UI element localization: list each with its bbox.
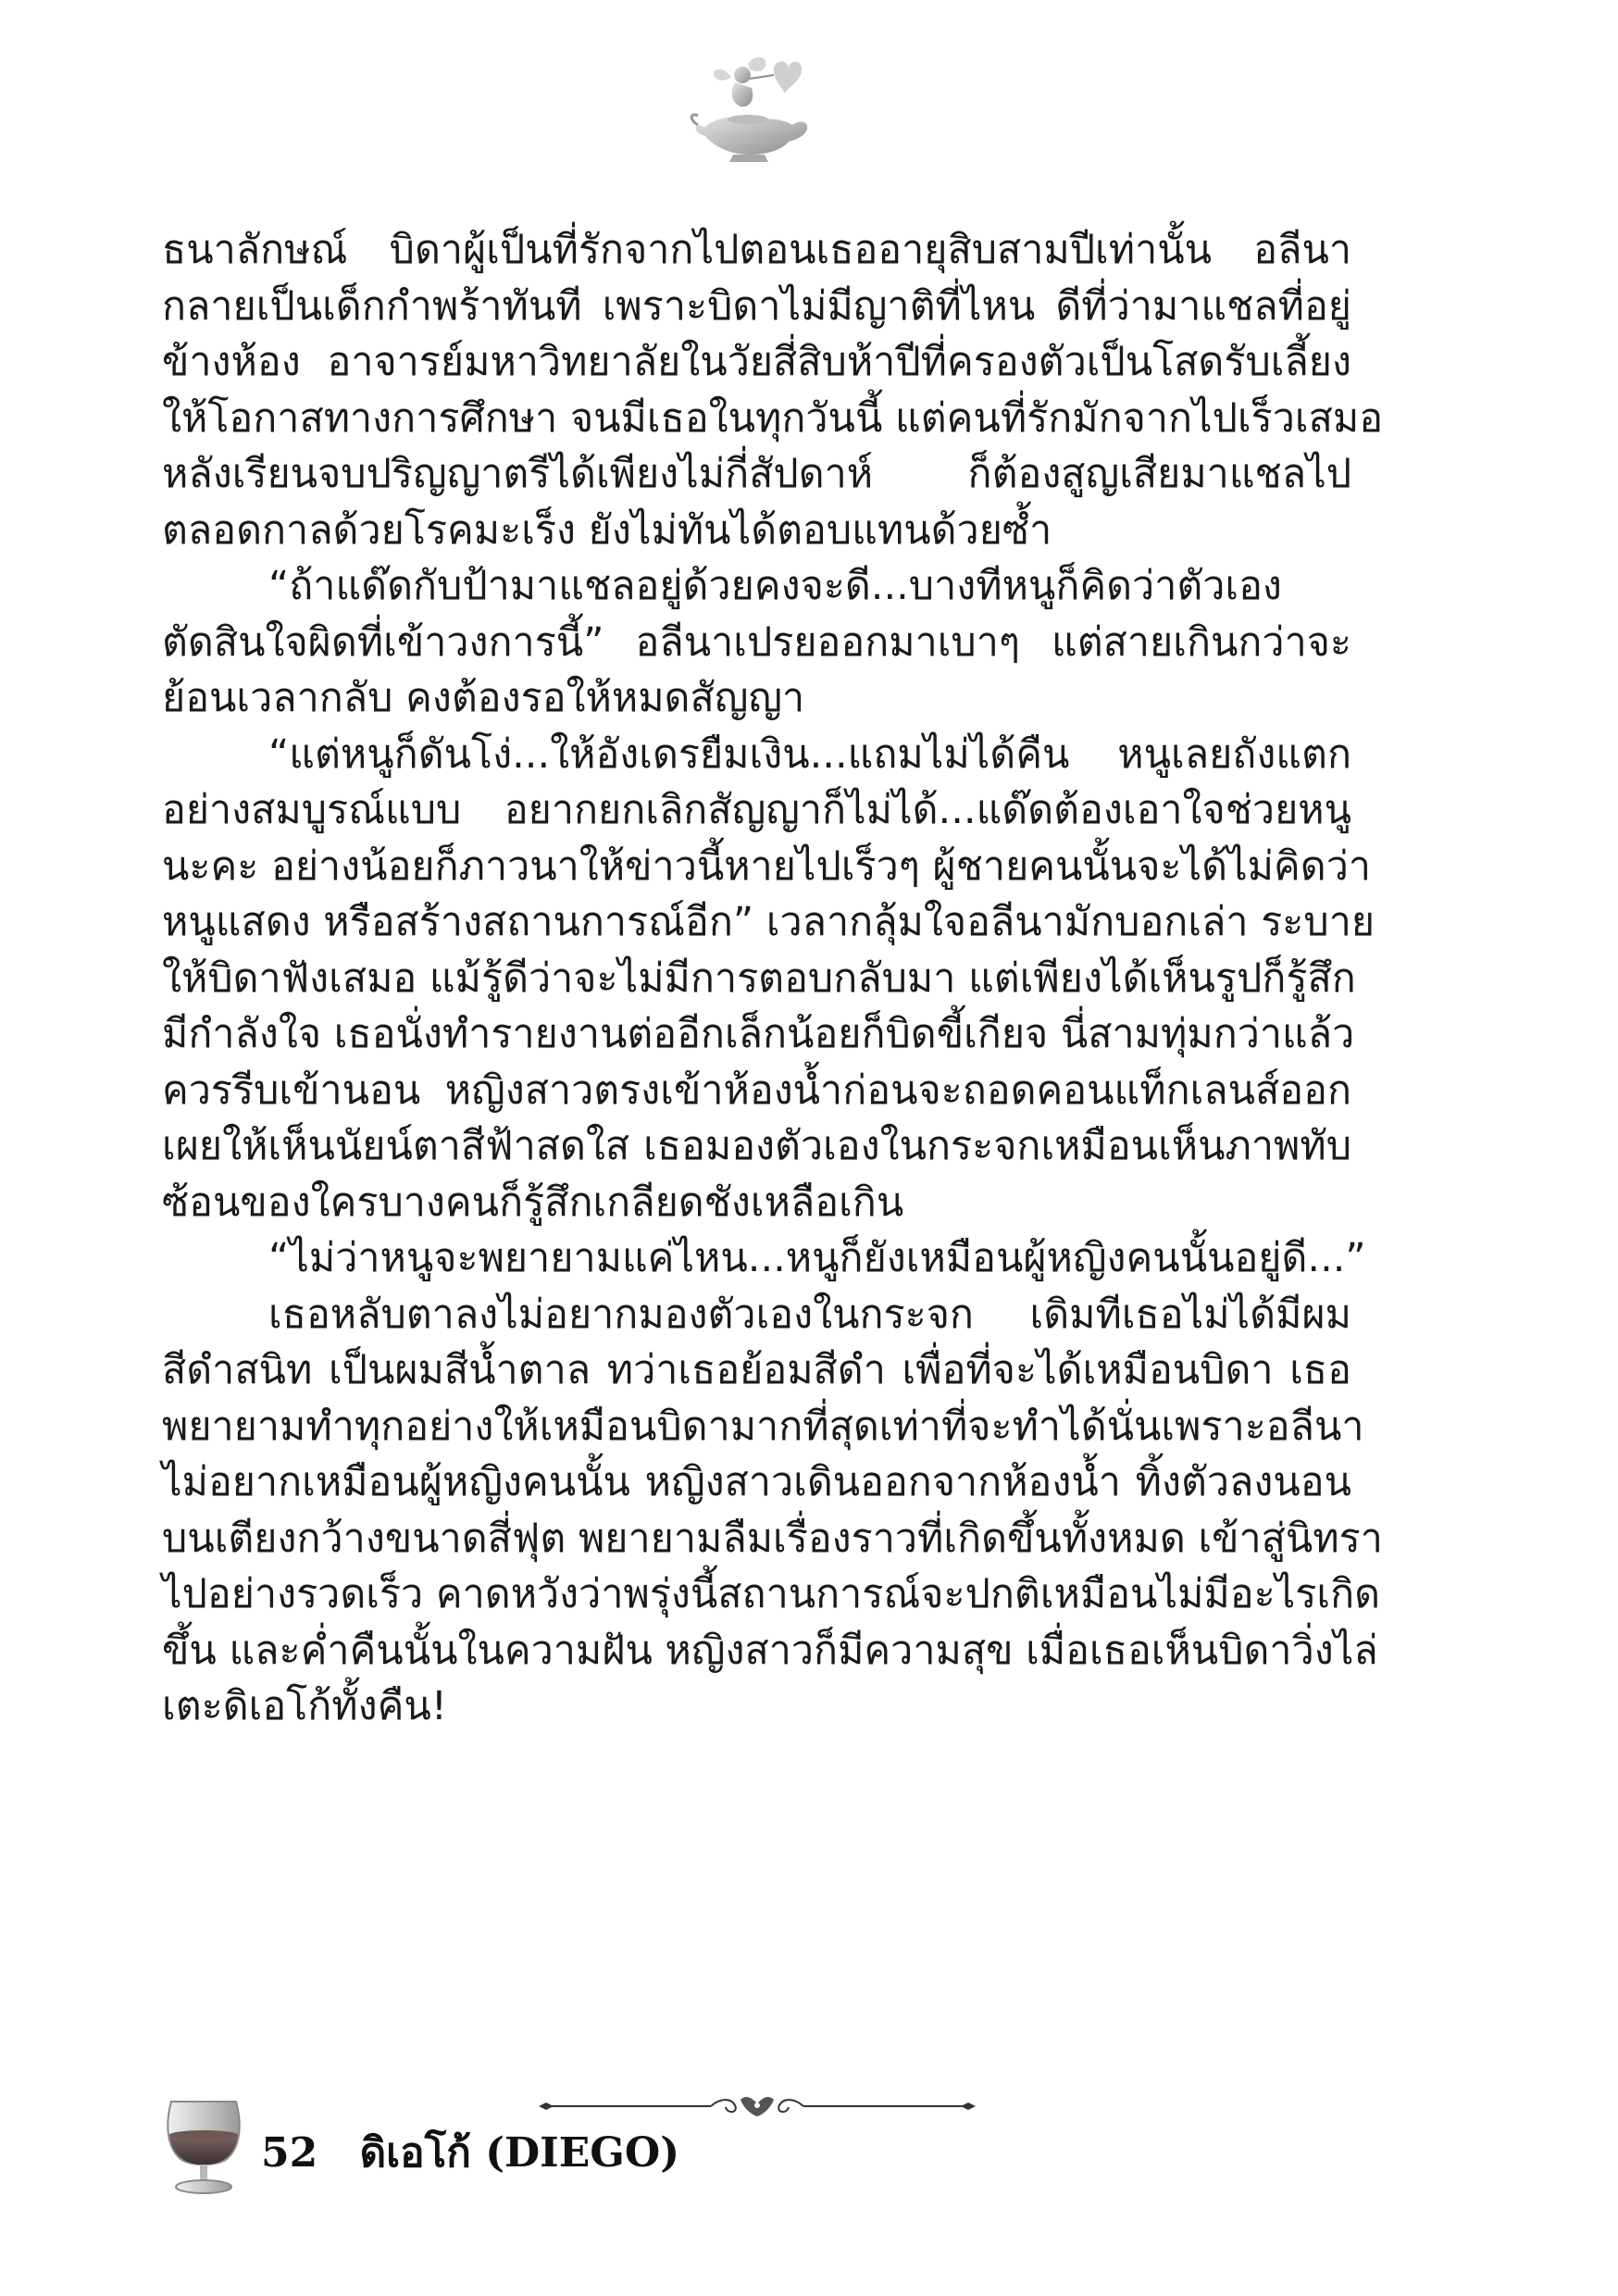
text-line: กลายเป็นเด็กกำพร้าทันที เพราะบิดาไม่มีญาติที่ไหน ดีที่ว่ามาแชลที่อยู่: [162, 282, 1351, 330]
text-line: ตัดสินใจผิดที่เข้าวงการนี้” อลีนาเปรยออกมาเบาๆ แต่สายเกินกว่าจะ: [162, 618, 1351, 666]
text-line: อย่างสมบูรณ์แบบ อยากยกเลิกสัญญาก็ไม่ได้...แด๊ดต้องเอาใจช่วยหนู: [162, 787, 1351, 833]
body-text: [162, 222, 1384, 1735]
text-line: หลังเรียนจบปริญญาตรีได้เพียงไม่กี่สัปดาห์ ก็ต้องสูญเสียมาแชลไป: [162, 451, 1351, 497]
text-line: บนเตียงกว้างขนาดสี่ฟุต พยายามลืมเรื่องราวที่เกิดขึ้นทั้งหมด เข้าสู่นิทรา: [162, 1515, 1383, 1562]
text-line: “ไม่ว่าหนูจะพยายามแค่ไหน...หนูก็ยังเหมือนผู้หญิงคนนั้นอยู่ดี...”: [268, 1235, 1366, 1281]
text-line: พยายามทำทุกอย่างให้เหมือนบิดามากที่สุดเท่าที่จะทำได้นั่นเพราะอลีนา: [162, 1403, 1364, 1450]
text-line: ให้บิดาฟังเสมอ แม้รู้ดีว่าจะไม่มีการตอบกลับมา แต่เพียงได้เห็นรูปก็รู้สึก: [162, 955, 1356, 1002]
text-line: ขึ้น และค่ำคืนนั้นในความฝัน หญิงสาวก็มีความสุข เมื่อเธอเห็นบิดาวิ่งไล่: [162, 1627, 1378, 1674]
brandy-glass-icon: [162, 2094, 245, 2198]
page-number: 52: [261, 2129, 318, 2177]
text-line: “ถ้าแด๊ดกับป้ามาแชลอยู่ด้วยคงจะดี...บางทีหนูก็คิดว่าตัวเอง: [268, 563, 1282, 609]
text-line: ตลอดกาลด้วยโรคมะเร็ง ยังไม่ทันได้ตอบแทนด้วยซ้ำ: [162, 506, 1052, 554]
text-line: ให้โอกาสทางการศึกษา จนมีเธอในทุกวันนี้ แต่คนที่รักมักจากไปเร็วเสมอ: [162, 394, 1384, 442]
text-line: ซ้อนของใครบางคนก็รู้สึกเกลียดชังเหลือเกิน: [162, 1179, 904, 1226]
text-line: เธอหลับตาลงไม่อยากมองตัวเองในกระจก เดิมทีเธอไม่ได้มีผม: [268, 1291, 1351, 1338]
genie-lamp-cupid-icon: [689, 51, 818, 167]
text-line: ไม่อยากเหมือนผู้หญิงคนนั้น หญิงสาวเดินออกจากห้องน้ำ ทิ้งตัวลงนอน: [162, 1459, 1351, 1505]
book-title: ดิเอโก้ (DIEGO): [359, 2129, 680, 2177]
page-footer: [261, 2120, 679, 2185]
text-line: “แต่หนูก็ดันโง่...ให้อังเดรยืมเงิน...แถมไม่ได้คืน หนูเลยถังแตก: [268, 730, 1351, 778]
text-line: ย้อนเวลากลับ คงต้องรอให้หมดสัญญา: [162, 675, 805, 721]
flourish-divider-icon: [535, 2090, 979, 2122]
text-line: เตะดิเอโก้ทั้งคืน!: [162, 1683, 448, 1729]
text-line: นะคะ อย่างน้อยก็ภาวนาให้ข่าวนี้หายไปเร็วๆ ผู้ชายคนนั้นจะได้ไม่คิดว่า: [162, 842, 1371, 890]
text-line: ข้างห้อง อาจารย์มหาวิทยาลัยในวัยสี่สิบห้าปีที่ครองตัวเป็นโสดรับเลี้ยง: [162, 339, 1351, 385]
text-line: ไปอย่างรวดเร็ว คาดหวังว่าพรุ่งนี้สถานการณ์จะปกติเหมือนไม่มีอะไรเกิด: [162, 1571, 1381, 1617]
text-line: มีกำลังใจ เธอนั่งทำรายงานต่ออีกเล็กน้อยก็บิดขี้เกียจ นี่สามทุ่มกว่าแล้ว: [162, 1011, 1355, 1057]
text-line: ควรรีบเข้านอน หญิงสาวตรงเข้าห้องน้ำก่อนจะถอดคอนแท็กเลนส์ออก: [162, 1067, 1351, 1114]
text-line: หนูแสดง หรือสร้างสถานการณ์อีก” เวลากลุ้มใจอลีนามักบอกเล่า ระบาย: [162, 899, 1375, 945]
text-line: สีดำสนิท เป็นผมสีน้ำตาล ทว่าเธอย้อมสีดำ เพื่อที่จะได้เหมือนบิดา เธอ: [162, 1347, 1351, 1393]
text-line: เผยให้เห็นนัยน์ตาสีฟ้าสดใส เธอมองตัวเองในกระจกเหมือนเห็นภาพทับ: [162, 1123, 1351, 1169]
text-line: ธนาลักษณ์ บิดาผู้เป็นที่รักจากไปตอนเธออายุสิบสามปีเท่านั้น อลีนา: [162, 227, 1351, 273]
